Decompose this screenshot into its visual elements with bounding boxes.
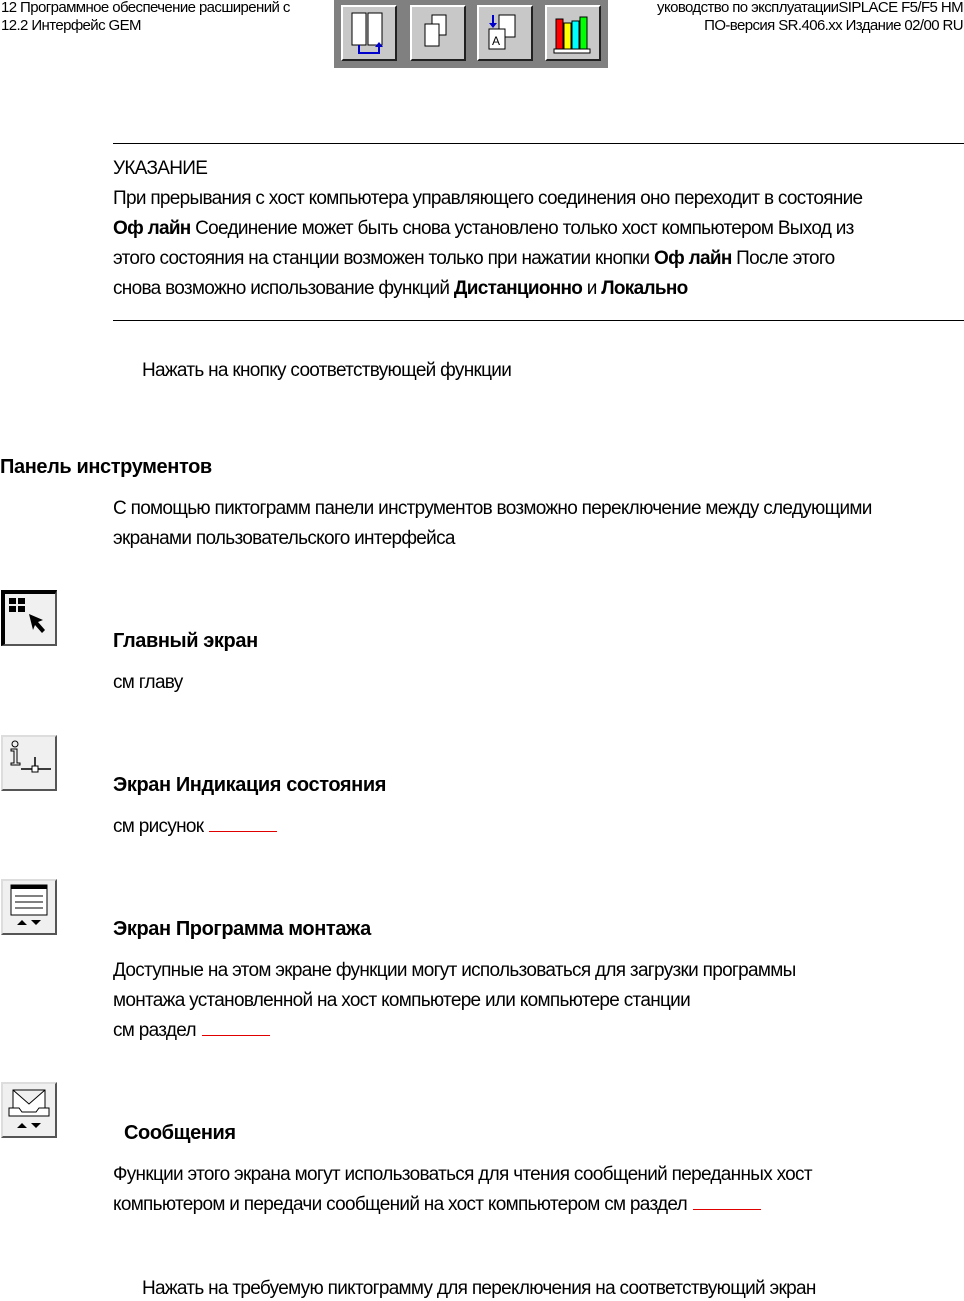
toolbar: [334, 0, 608, 68]
messages-screen-button[interactable]: [1, 1082, 57, 1138]
books-button[interactable]: [545, 5, 601, 61]
books-icon: [547, 7, 599, 59]
note-line: [113, 248, 835, 270]
note-line: [113, 218, 854, 240]
note-text: После этого: [731, 248, 835, 269]
item-text: монтажа установленной на хост компьютере или компьютере станции: [113, 990, 690, 1011]
status-info-icon: [3, 737, 55, 789]
text-swap-icon: [479, 7, 531, 59]
item-title: Экран Программа монтажа: [113, 918, 371, 940]
figure-link[interactable]: [209, 817, 277, 832]
item-title: Экран Индикация состояния: [113, 774, 387, 796]
note-top-rule: [113, 143, 964, 144]
item-text: Функции этого экрана могут использоваться для чтения сообщений переданных хост: [113, 1164, 812, 1185]
item-title: Главный экран: [113, 630, 258, 652]
note-title: УКАЗАНИЕ: [113, 158, 208, 179]
item-title: Сообщения: [124, 1122, 236, 1144]
instruction: Нажать на требуемую пиктограмму для переключения на соответствующий экран: [142, 1278, 816, 1299]
pages-icon: [412, 7, 464, 59]
program-list-icon: [3, 881, 55, 933]
item-text: [113, 816, 277, 838]
header-manual: уководство по эксплуатацииSIPLACE F5/F5 HM: [657, 0, 963, 16]
note-bold: Дистанционно: [453, 278, 583, 299]
section-link[interactable]: [202, 1021, 270, 1036]
item-text: см раздел: [113, 1020, 196, 1041]
note-bottom-rule: [113, 320, 964, 321]
status-screen-button[interactable]: [1, 735, 57, 791]
section-text: экранами пользовательского интерфейса: [113, 528, 455, 549]
main-screen-button[interactable]: [1, 590, 57, 646]
item-text: Доступные на этом экране функции могут использоваться для загрузки программы: [113, 960, 796, 981]
item-text: см рисунок: [113, 816, 204, 837]
pages-button[interactable]: [410, 5, 466, 61]
header-chapter: 12 Программное обеспечение расширений с: [1, 0, 290, 16]
header-version: ПО-версия SR.406.xx Издание 02/00 RU: [704, 17, 963, 34]
section-title: Панель инструментов: [0, 456, 212, 478]
note-line: [113, 278, 688, 300]
note-text: этого состояния на станции возможен только при нажатии кнопки: [113, 248, 655, 269]
program-screen-button[interactable]: [1, 879, 57, 935]
note-text: и: [582, 278, 602, 299]
text-swap-button[interactable]: [477, 5, 533, 61]
view-switch-button[interactable]: [341, 5, 397, 61]
svg-text:A: A: [492, 34, 501, 48]
messages-inbox-icon: [3, 1084, 55, 1136]
note-text: Соединение может быть снова установлено только хост компьютером Выход из: [190, 218, 854, 239]
note-bold: Оф лайн: [654, 248, 732, 269]
header-section: 12.2 Интерфейс GEM: [1, 17, 141, 34]
item-text: [113, 1020, 270, 1042]
section-link[interactable]: [693, 1195, 761, 1210]
main-screen-icon: [5, 594, 55, 644]
note-bold: Оф лайн: [113, 218, 191, 239]
item-text: компьютером и передачи сообщений на хост компьютером см раздел: [113, 1194, 688, 1215]
section-text: С помощью пиктограмм панели инструментов возможно переключение между следующими: [113, 498, 872, 519]
item-text: [113, 1194, 761, 1216]
note-line: При прерывания с хост компьютера управляющего соединения оно переходит в состояние: [113, 188, 863, 209]
instruction: Нажать на кнопку соответствующей функции: [142, 360, 512, 381]
view-switch-icon: [343, 7, 395, 59]
note-bold: Локально: [601, 278, 688, 299]
note-text: снова возможно использование функций: [113, 278, 454, 299]
item-text: см главу: [113, 672, 183, 693]
